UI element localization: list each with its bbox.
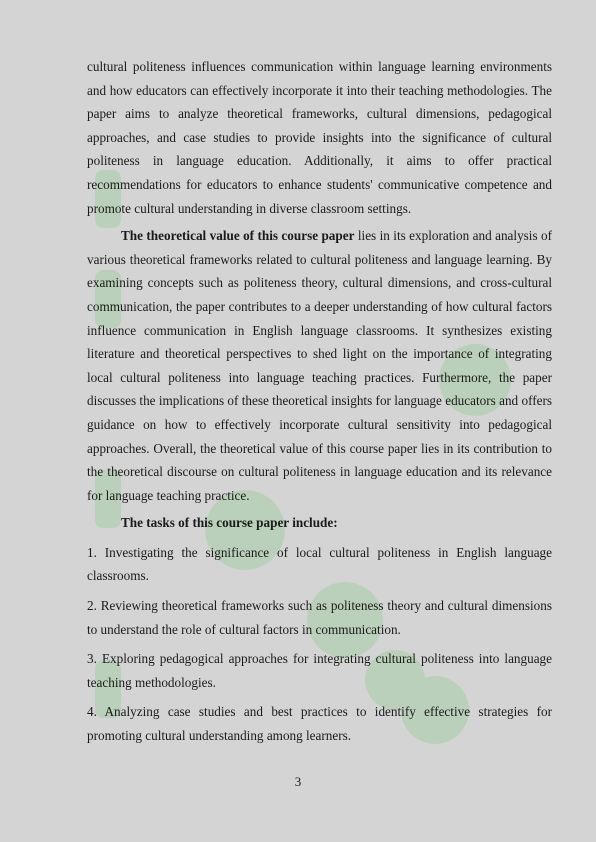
task-item-3: 3. Exploring pedagogical approaches for integrating cultural politeness into language teaching methodologies. — [87, 651, 552, 690]
page-number: 3 — [294, 774, 302, 789]
task-item-2: 2. Reviewing theoretical frameworks such as politeness theory and cultural dimensions to understand the role of cultural factors in communication. — [87, 598, 552, 637]
theoretical-value-body: lies in its exploration and analysis of various theoretical frameworks related to cultural politeness and language learning. By examining concepts such as politeness theory, cultural dimensions, and cross-cultural communication, the paper contributes to a deeper understanding of how cultural factors influence communication in English language classrooms. It synthesizes existing literature and theoretical perspectives to shed light on the importance of integrating local cultural politeness into language teaching practices. Furthermore, the paper discusses the implications of these theoretical insights for language educators and offers guidance on how to effectively incorporate cultural sensitivity into pedagogical approaches. Overall, the theoretical value of this course paper lies in its contribution to the theoretical discourse on cultural politeness in language education and its relevance for language teaching practice. — [87, 228, 552, 503]
task-item-4: 4. Analyzing case studies and best practices to identify effective strategies for promoting cultural understanding among learners. — [87, 704, 552, 744]
theoretical-value-lead: The theoretical value of this course paper — [121, 228, 355, 244]
body-text — [87, 55, 552, 748]
task-item-1: 1. Investigating the significance of local cultural politeness in English language classrooms. — [87, 544, 552, 584]
tasks-heading: The tasks of this course paper include: — [121, 515, 338, 531]
intro-paragraph: cultural politeness influences communication within language learning environments and how educators can effectively incorporate it into their teaching methodologies. The paper aims to analyze theoretical frameworks, cultural dimensions, pedagogical approaches, and case studies to provide insights into the significance of cultural politeness in language education. Additionally, it aims to offer practical recommendations for educators to enhance students' communicative competence and promote cultural understanding in diverse classroom settings. — [87, 59, 552, 216]
theoretical-value-paragraph — [87, 224, 552, 507]
